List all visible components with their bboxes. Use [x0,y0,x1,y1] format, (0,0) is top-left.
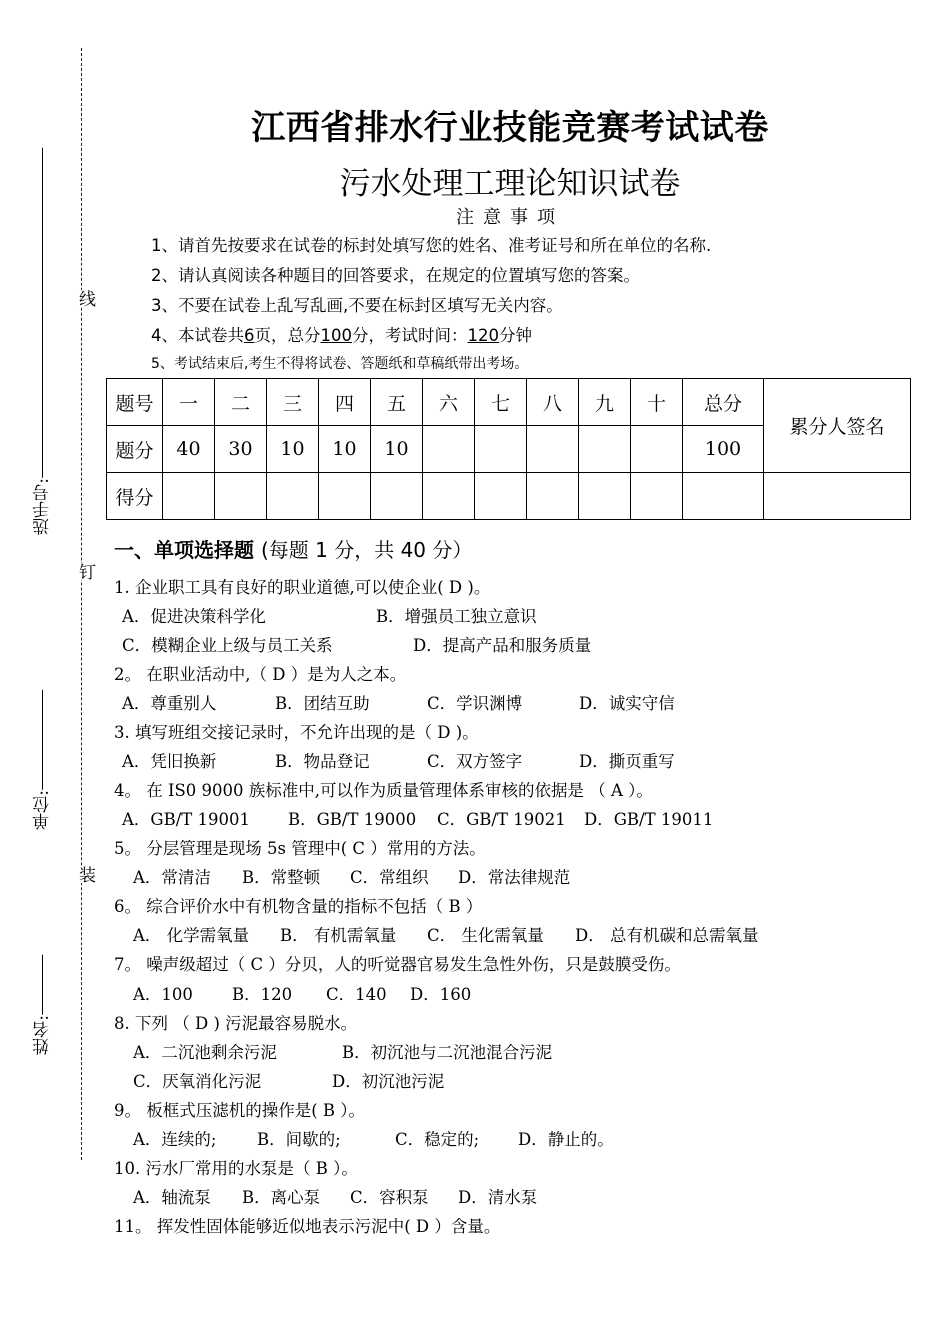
earned-score-row [107,473,911,520]
binding-char-line: 线 [73,290,98,307]
notice-item-3: 3、不要在试卷上乱写乱画,不要在标封区填写无关内容。 [151,296,563,315]
notice-item-4 [151,322,532,346]
column-header: 五 [371,379,423,426]
q9-option-b[interactable]: B．间歇的; [257,1130,341,1149]
points-cell [579,426,631,473]
binding-char-bind: 装 [73,866,98,883]
q1-option-c[interactable]: C．模糊企业上级与员工关系 [122,636,333,655]
earned-cell[interactable] [371,473,423,520]
column-header: 九 [579,379,631,426]
q9-option-c[interactable]: C．稳定的; [395,1130,480,1149]
question-4: 4。 在 IS0 9000 族标准中,可以作为质量管理体系审核的依据是 （ A ）。 [114,781,653,800]
points-cell [423,426,475,473]
q6-option-b[interactable]: B． 有机需氧量 [280,926,397,945]
q6-option-a[interactable]: A． 化学需氧量 [133,926,250,945]
name-blank[interactable] [42,955,44,1015]
q1-option-a[interactable]: A．促进决策科学化 [122,607,266,626]
question-2: 2。 在职业活动中,（ D ）是为人之本。 [114,665,407,684]
exam-subtitle: 污水处理工理论知识试卷 [339,166,681,202]
exam-title: 江西省排水行业技能竞赛考试试卷 [251,108,769,148]
earned-cell[interactable] [475,473,527,520]
total-score: 100 [320,326,352,345]
earned-cell[interactable] [163,473,215,520]
section-1-title-bold: 一、单项选择题 [114,538,254,562]
column-header: 七 [475,379,527,426]
q7-option-a[interactable]: A．100 [133,985,193,1004]
q3-option-d[interactable]: D．撕页重写 [579,752,675,771]
unit-field[interactable] [30,690,55,830]
points-cell: 30 [215,426,267,473]
name-field[interactable] [30,955,55,1055]
earned-cell[interactable] [764,473,911,520]
notice-item-5: 5、考试结束后,考生不得将试卷、答题纸和草稿纸带出考场。 [151,356,529,372]
q7-option-c[interactable]: C．140 [326,985,387,1004]
column-header: 一 [163,379,215,426]
q2-option-b[interactable]: B．团结互助 [275,694,370,713]
row-label: 题分 [107,426,163,473]
points-cell: 10 [319,426,371,473]
points-cell [475,426,527,473]
q5-option-a[interactable]: A．常清洁 [133,868,211,887]
q3-option-a[interactable]: A．凭旧换新 [122,752,217,771]
notice-item-1: 1、请首先按要求在试卷的标封处填写您的姓名、准考证号和所在单位的名称. [151,236,712,255]
q2-option-a[interactable]: A．尊重别人 [122,694,217,713]
row-label: 得分 [107,473,163,520]
q7-option-b[interactable]: B．120 [232,985,293,1004]
q8-option-c[interactable]: C．厌氧消化污泥 [133,1072,262,1091]
earned-cell[interactable] [319,473,371,520]
question-8: 8. 下列 （ D ) 污泥最容易脱水。 [114,1014,358,1033]
q8-option-d[interactable]: D．初沉池污泥 [332,1072,445,1091]
q10-option-d[interactable]: D．清水泵 [458,1188,538,1207]
question-5: 5。 分层管理是现场 5s 管理中( C ）常用的方法。 [114,839,486,858]
points-cell: 10 [267,426,319,473]
signature-label: 累分人签名 [764,379,911,473]
q5-option-b[interactable]: B．常整顿 [242,868,321,887]
q4-option-a[interactable]: A．GB/T 19001 [122,810,251,829]
points-cell: 10 [371,426,423,473]
notice-item-2: 2、请认真阅读各种题目的回答要求，在规定的位置填写您的答案。 [151,266,640,285]
page-count: 6 [244,326,255,345]
notice-4-mid1: 页，总分 [254,326,321,345]
column-header: 三 [267,379,319,426]
q8-option-b[interactable]: B．初沉池与二沉池混合污泥 [342,1043,553,1062]
name-label: 姓名: [33,1015,53,1055]
q3-option-b[interactable]: B．物品登记 [275,752,370,771]
points-cell: 100 [683,426,764,473]
q10-option-b[interactable]: B．离心泵 [242,1188,321,1207]
q4-option-b[interactable]: B．GB/T 19000 [288,810,417,829]
exam-time: 120 [467,326,499,345]
earned-cell[interactable] [631,473,683,520]
earned-cell[interactable] [527,473,579,520]
q3-option-c[interactable]: C．双方签字 [427,752,523,771]
earned-cell[interactable] [215,473,267,520]
q1-option-d[interactable]: D．提高产品和服务质量 [413,636,592,655]
question-1: 1. 企业职工具有良好的职业道德,可以使企业( D )。 [114,578,491,597]
q2-option-d[interactable]: D．诚实守信 [579,694,675,713]
points-cell [631,426,683,473]
column-header: 十 [631,379,683,426]
q10-option-c[interactable]: C．容积泵 [350,1188,429,1207]
question-number-row [107,379,911,426]
column-header: 四 [319,379,371,426]
q4-option-c[interactable]: C．GB/T 19021 [437,810,566,829]
earned-cell[interactable] [683,473,764,520]
score-table [106,378,911,520]
question-7: 7。 噪声级超过（ C ）分贝，人的听觉器官易发生急性外伤，只是鼓膜受伤。 [114,955,681,974]
q6-option-d[interactable]: D． 总有机碳和总需氧量 [575,926,759,945]
q5-option-d[interactable]: D．常法律规范 [458,868,571,887]
section-1-title [114,534,472,563]
section-1-title-note: (每题 1 分，共 40 分） [260,538,473,562]
column-header: 八 [527,379,579,426]
question-9: 9。 板框式压滤机的操作是( B ）。 [114,1101,366,1120]
q6-option-c[interactable]: C． 生化需氧量 [427,926,544,945]
q8-option-a[interactable]: A．二沉池剩余污泥 [133,1043,277,1062]
column-header: 二 [215,379,267,426]
unit-blank[interactable] [42,690,44,790]
earned-cell[interactable] [423,473,475,520]
q9-option-d[interactable]: D．静止的。 [518,1130,614,1149]
q10-option-a[interactable]: A．轴流泵 [133,1188,211,1207]
column-header: 六 [423,379,475,426]
binding-char-nail: 钉 [73,563,98,580]
row-label: 题号 [107,379,163,426]
contestant-no-label: 选手号: [33,478,53,535]
q9-option-a[interactable]: A．连续的; [133,1130,217,1149]
q7-option-d[interactable]: D．160 [410,985,472,1004]
notice-heading: 注意事项 [456,207,564,228]
points-cell: 40 [163,426,215,473]
column-header: 总分 [683,379,764,426]
q5-option-c[interactable]: C．常组织 [350,868,429,887]
earned-cell[interactable] [267,473,319,520]
notice-4-suffix: 分钟 [499,326,532,345]
earned-cell[interactable] [579,473,631,520]
points-cell [527,426,579,473]
question-6: 6。 综合评价水中有机物含量的指标不包括（ B ） [114,897,483,916]
unit-label: 单位: [33,790,53,830]
q2-option-c[interactable]: C．学识渊博 [427,694,523,713]
question-10: 10. 污水厂常用的水泵是（ B ）。 [114,1159,358,1178]
notice-4-prefix: 4、本试卷共 [151,326,244,345]
notice-4-mid2: 分，考试时间： [352,326,468,345]
question-3: 3. 填写班组交接记录时，不允许出现的是（ D )。 [114,723,479,742]
question-11: 11。 挥发性固体能够近似地表示污泥中( D ）含量。 [114,1217,501,1236]
q1-option-b[interactable]: B．增强员工独立意识 [376,607,537,626]
q4-option-d[interactable]: D．GB/T 19011 [584,810,714,829]
